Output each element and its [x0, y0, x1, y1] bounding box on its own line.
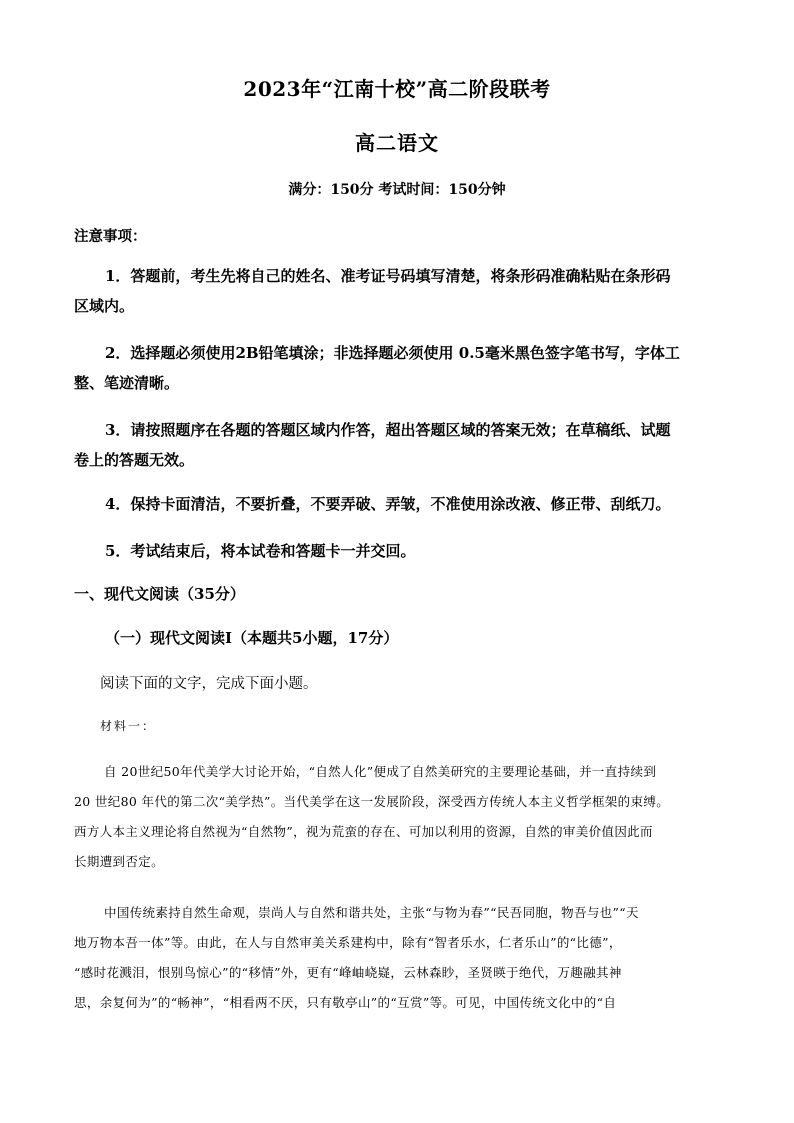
notice-line: 4．保持卡面清洁，不要折叠，不要弄破、弄皱，不准使用涂改液、修正带、刮纸刀。 [105, 495, 671, 513]
paragraph-line: 长期遭到否定。 [74, 854, 164, 869]
paragraph-line: 地万物本吾一体”等。由此，在人与自然审美关系建构中，除有“智者乐水，仁者乐山”的“比德”， [74, 935, 622, 950]
exam-title: 2023年“江南十校”高二阶段联考 [243, 77, 551, 101]
paragraph-line: 20 世纪80 年代的第二次“美学热”。当代美学在这一发展阶段，深受西方传统人本主义哲学框架的束缚。 [74, 794, 670, 809]
notice-line: 2．选择题必须使用2B铅笔填涂；非选择题必须使用 0.5毫米黑色签字笔书写，字体工 [105, 344, 680, 362]
notice-heading: 注意事项： [74, 228, 147, 245]
notice-line: 5．考试结束后，将本试卷和答题卡一并交回。 [105, 542, 416, 560]
subject-title: 高二语文 [355, 131, 439, 155]
paragraph-line: 西方人本主义理论将自然视为“自然物”，视为荒蛮的存在、可加以利用的资源，自然的审美价值因此而 [74, 824, 653, 839]
notice-line: 1．答题前，考生先将自己的姓名、准考证号码填写清楚，将条形码准确粘贴在条形码 [105, 267, 671, 285]
paragraph-line: 思，余复何为”的“畅神”，“相看两不厌，只有敬亭山”的“互赏”等。可见，中国传统文化中的“自 [74, 995, 617, 1010]
notice-line: 整、笔迹清晰。 [74, 374, 180, 392]
material-label: 材料一： [100, 719, 157, 733]
score-and-time: 满分：150分 考试时间：150分钟 [288, 182, 506, 198]
subsection-heading: （一）现代文阅读Ⅰ（本题共5小题，17分） [105, 629, 399, 647]
paragraph-line: “感时花溅泪，恨别鸟惊心”的“移情”外，更有“峰岫峣嶷，云林森眇，圣贤暎于绝代，万趣融其神 [74, 965, 622, 980]
paragraph-line: 中国传统素持自然生命观，崇尚人与自然和谐共处，主张“与物为春”“民吾同胞，物吾与也”“天 [104, 905, 639, 920]
section-heading: 一、现代文阅读（35分） [74, 585, 245, 603]
notice-line: 3．请按照题序在各题的答题区域内作答，超出答题区域的答案无效；在草稿纸、试题 [105, 421, 671, 439]
reading-instruction: 阅读下面的文字，完成下面小题。 [100, 676, 318, 692]
paragraph-line: 自 20世纪50年代美学大讨论开始，“自然人化”便成了自然美研究的主要理论基础，并一直持续到 [104, 764, 657, 779]
notice-line: 卷上的答题无效。 [74, 451, 195, 469]
notice-line: 区域内。 [74, 297, 135, 315]
